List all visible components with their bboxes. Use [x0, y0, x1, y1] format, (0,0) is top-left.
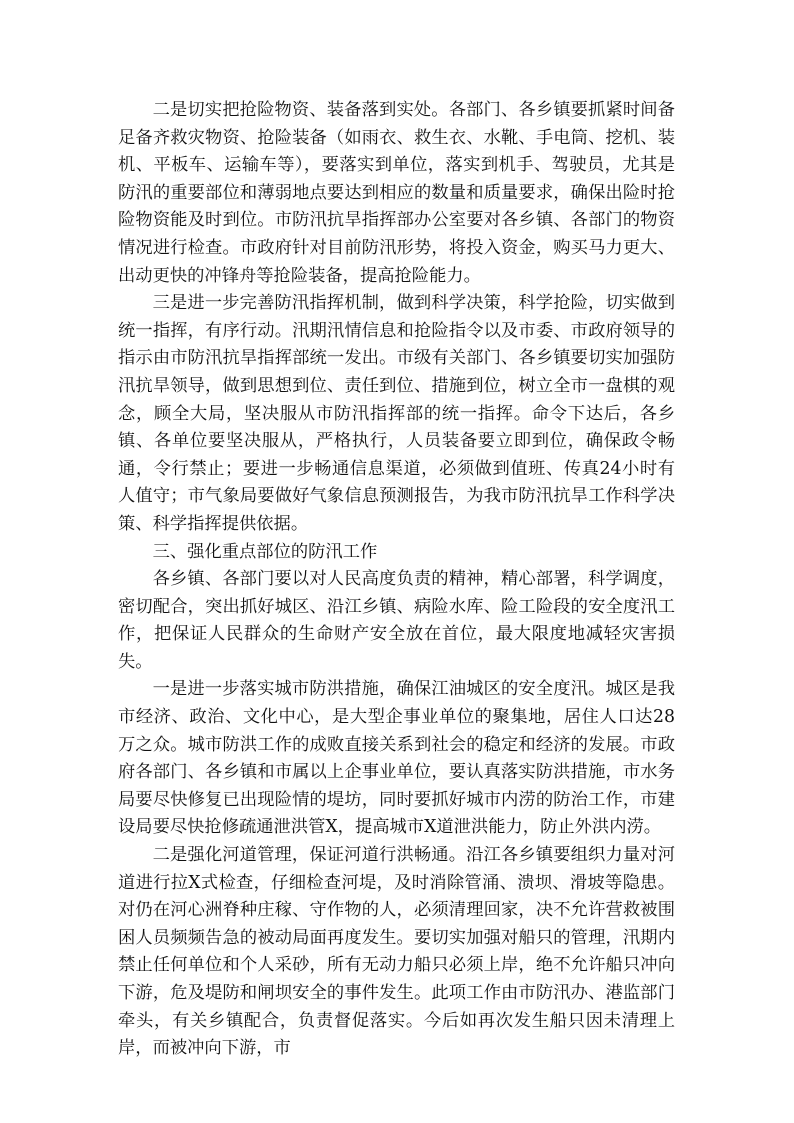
document-page [118, 97, 675, 1063]
paragraph-section-intro: 各乡镇、各部门要以对人民高度负责的精神，精心部署，科学调度，密切配合，突出抓好城区、沿江乡镇、病险水库、险工险段的安全度汛工作，把保证人民群众的生命财产安全放在首位，最大限度地减轻灾害损失。 [118, 569, 675, 672]
paragraph-supplies: 二是切实把抢险物资、装备落到实处。各部门、各乡镇要抓紧时间备足备齐救灾物资、抢险装备（如雨衣、救生衣、水靴、手电筒、挖机、装机、平板车、运输车等），要落实到单位，落实到机手、驾驶员，尤其是防汛的重要部位和薄弱地点要达到相应的数量和质量要求，确保出险时抢险物资能及时到位。市防汛抗旱指挥部办公室要对各乡镇、各部门的物资情况进行检查。市政府针对目前防汛形势，将投入资金，购买马力更大、出动更快的冲锋舟等抢险装备，提高抢险能力。 [118, 100, 675, 286]
section-heading: 三、强化重点部位的防汛工作 [152, 541, 378, 562]
paragraph-command-mechanism: 三是进一步完善防汛指挥机制，做到科学决策，科学抢险，切实做到统一指挥，有序行动。汛期汛情信息和抢险指令以及市委、市政府领导的指示由市防汛抗旱指挥部统一发出。市级有关部门、各乡镇要切实加强防汛抗旱领导，做到思想到位、责任到位、措施到位，树立全市一盘棋的观念，顾全大局，坚决服从市防汛指挥部的统一指挥。命令下达后，各乡镇、各单位要坚决服从，严格执行，人员装备要立即到位，确保政令畅通，令行禁止；要进一步畅通信息渠道，必须做到值班、传真24小时有人值守；市气象局要做好气象信息预测报告，为我市防汛抗旱工作科学决策、科学指挥提供依据。 [118, 293, 675, 534]
paragraph-city-flood-control: 一是进一步落实城市防洪措施，确保江油城区的安全度汛。城区是我市经济、政治、文化中心，是大型企事业单位的聚集地，居住人口达28万之众。城市防洪工作的成败直接关系到社会的稳定和经济的发展。市政府各部门、各乡镇和市属以上企事业单位，要认真落实防洪措施，市水务局要尽快修复已出现险情的堤坊，同时要抓好城市内涝的防治工作，市建设局要尽快抢修疏通泄洪管X，提高城市X道泄洪能力，防止外洪内涝。 [118, 679, 675, 838]
paragraph-river-management: 二是强化河道管理，保证河道行洪畅通。沿江各乡镇要组织力量对河道进行拉X式检查，仔细检查河堤，及时消除管涌、溃坝、滑坡等隐患。对仍在河心洲脊种庄稼、守作物的人，必须清理回家，决不允许营救被围困人员频频告急的被动局面再度发生。要切实加强对船只的管理，汛期内禁止任何单位和个人采砂，所有无动力船只必须上岸，绝不允许船只冲向下游，危及堤防和闸坝安全的事件发生。此项工作由市防汛办、港监部门牵头，有关乡镇配合，负责督促落实。今后如再次发生船只因未清理上岸，而被冲向下游，市 [118, 845, 675, 1059]
